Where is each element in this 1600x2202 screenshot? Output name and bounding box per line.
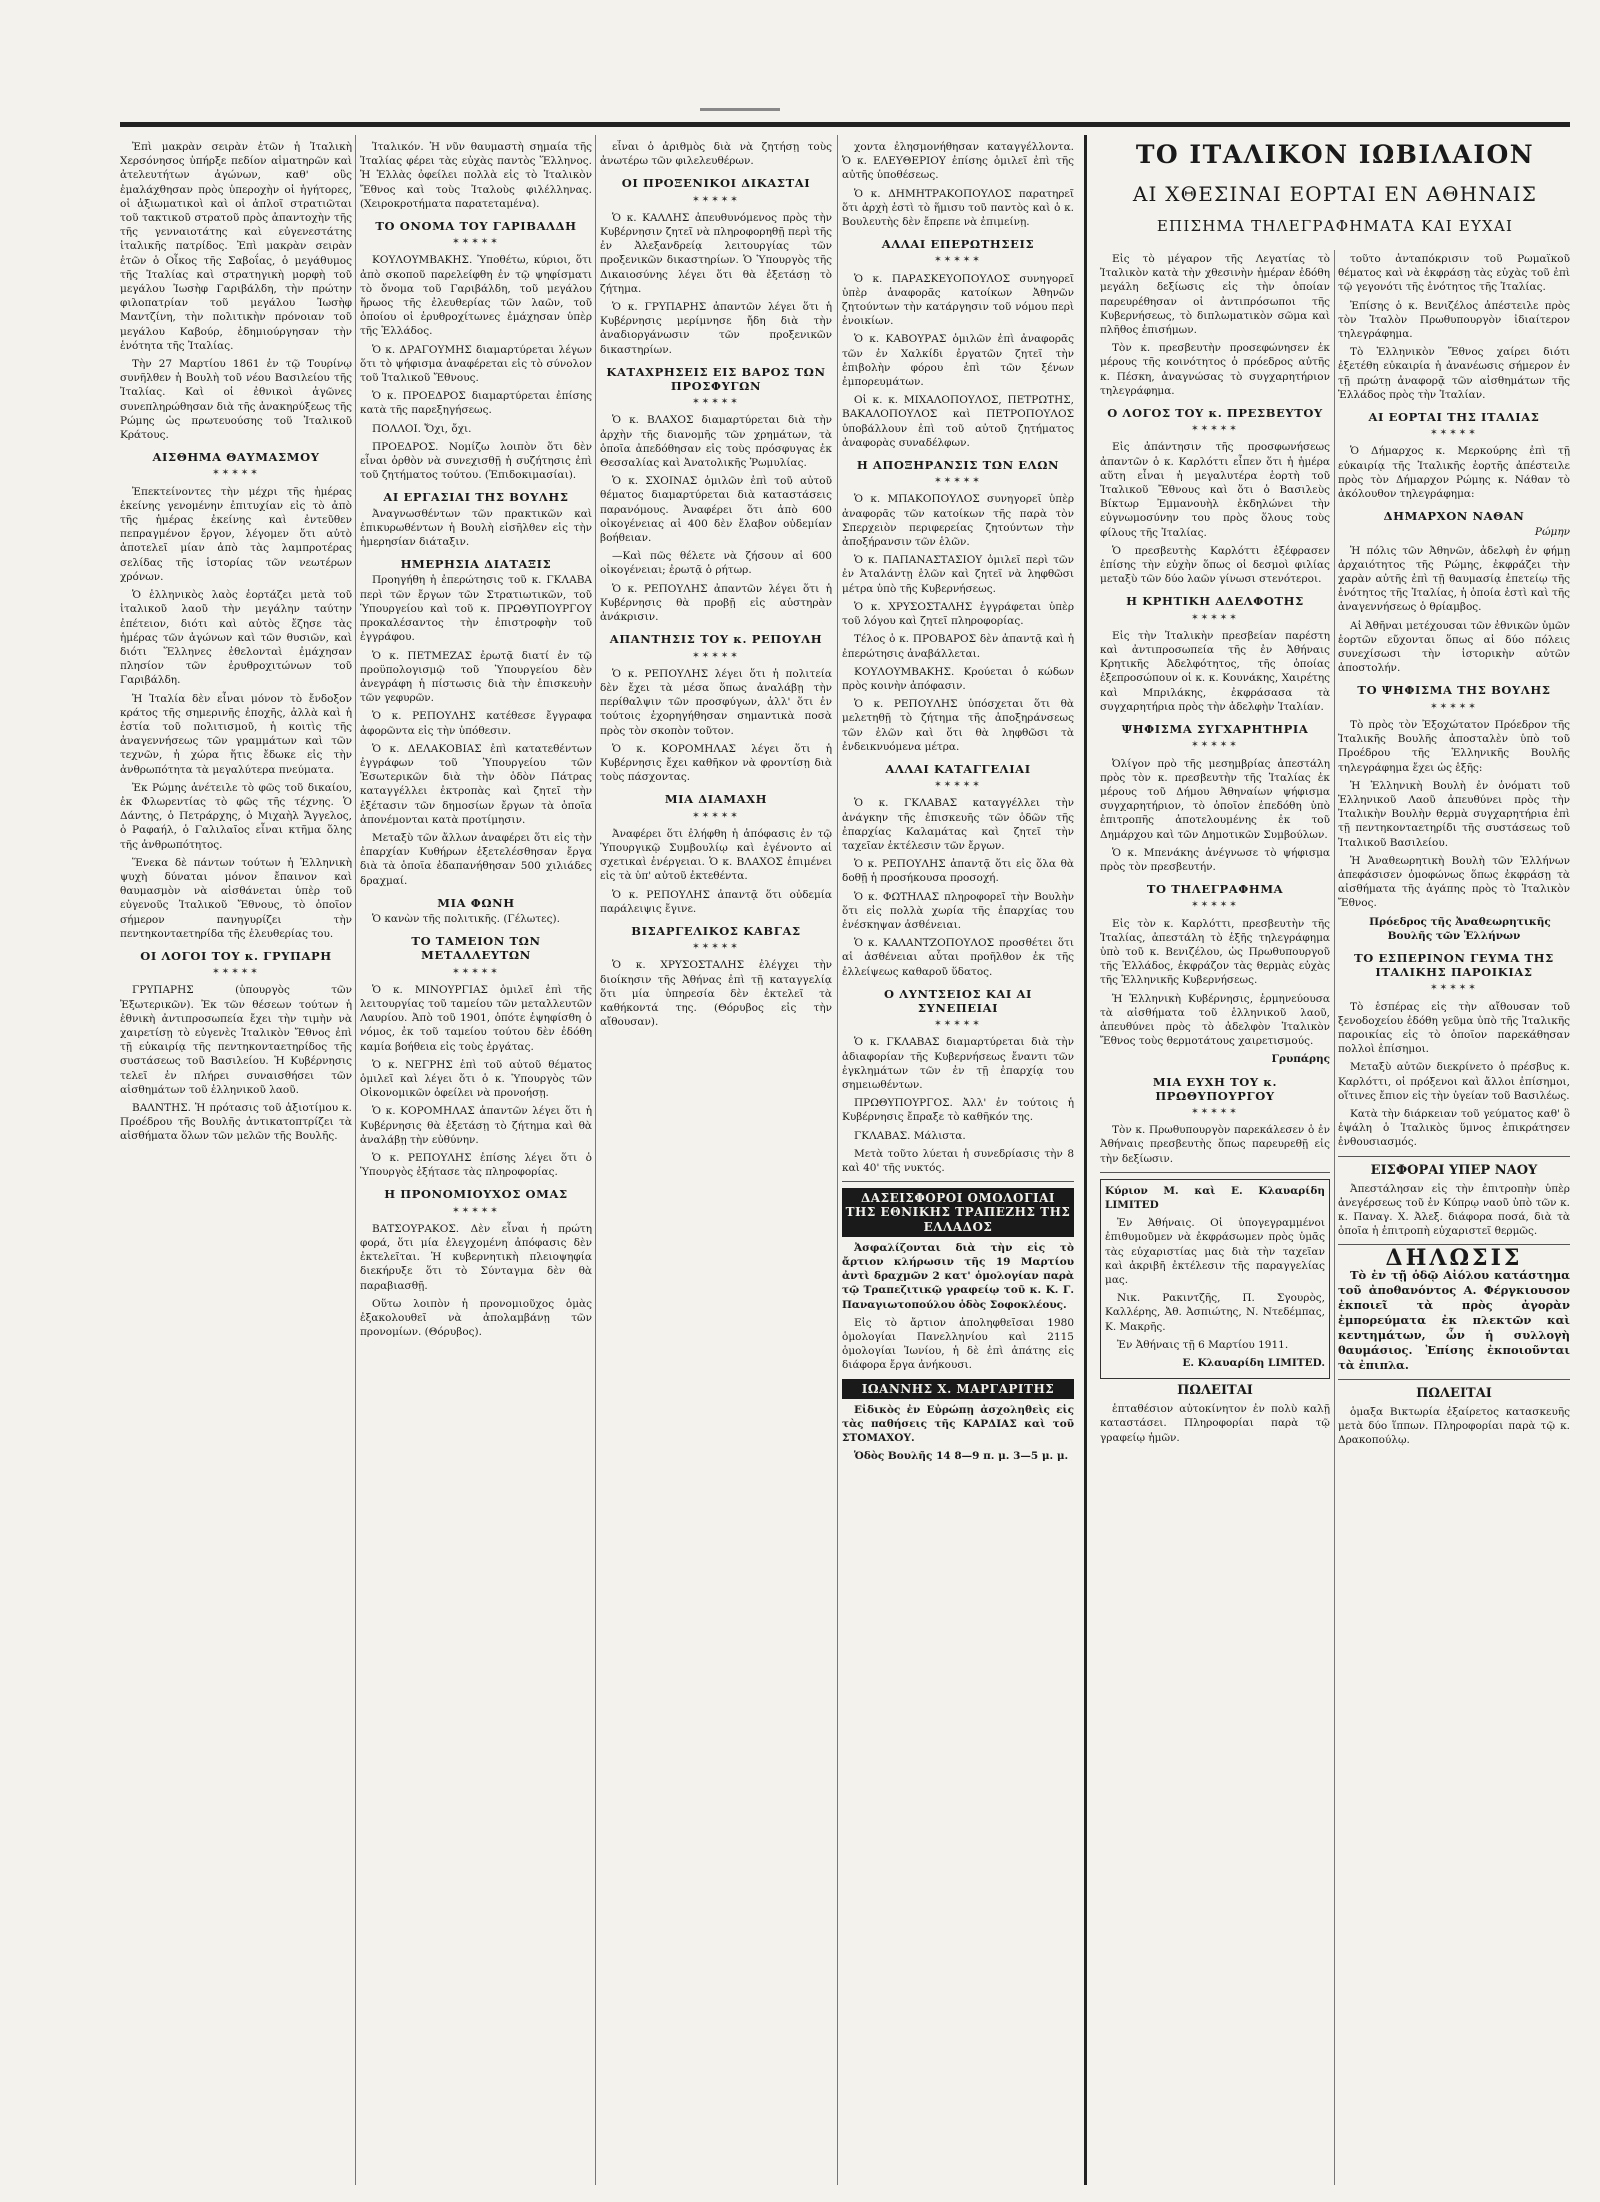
paragraph: τοῦτο ἀνταπόκρισιν τοῦ Ρωμαϊκοῦ θέματος καὶ νὰ ἐκφράσῃ τὰς εὐχὰς τοῦ ἐπὶ τῷ γεγονότι τῆς ἑνότητος τῆς Ἰταλίας.: [1338, 253, 1570, 294]
section-heading: ΜΙΑ ΕΥΧΗ ΤΟΥ κ. ΠΡΩΘΥΠΟΥΡΓΟΥ: [1152, 1074, 1278, 1103]
divider: ✶✶✶✶✶: [934, 780, 982, 791]
section-heading: Η ΚΡΗΤΙΚΗ ΑΔΕΛΦΟΤΗΣ: [1126, 594, 1304, 609]
paragraph: Ἀναγνωσθέντων τῶν πρακτικῶν καὶ ἐπικυρωθέντων ἡ Βουλὴ εἰσῆλθεν εἰς τὴν ἡμερησίαν διάταξιν.: [360, 507, 592, 549]
column-3: [600, 140, 832, 2180]
paragraph: Οἱ κ. κ. ΜΙΧΑΛΟΠΟΥΛΟΣ, ΠΕΤΡΩΤΗΣ, ΒΑΚΑΛΟΠΟΥΛΟΣ καὶ ΠΕΤΡΟΠΟΥΛΟΣ ὑποβάλλουν ἐπὶ τοῦ αὐτοῦ ζητήματος ἀναφορὰς συναδέλφων.: [842, 394, 1074, 449]
divider: [1338, 1156, 1570, 1157]
paragraph: Ἡ πόλις τῶν Ἀθηνῶν, ἀδελφὴ ἐν φήμῃ ἀρχαιότητος τῆς Ρώμης, ἐκφράζει τὴν χαρὰν αὐτῆς ἐπὶ τῇ θαυμασίᾳ ἐπετείῳ τῆς ἑνότητος τῆς Ἰταλίας, ἡ ὁποία ἐστὶ καὶ τῆς ἀναγεννήσεως ὁ θρίαμβος.: [1338, 544, 1570, 614]
signature: Γρυπάρης: [1271, 1053, 1330, 1066]
divider: ✶✶✶✶✶: [452, 966, 500, 977]
ad-title: Κύριον Μ. καὶ Ε. Κλαυαρίδη LIMITED: [1105, 1184, 1325, 1211]
divider: ✶✶✶✶✶: [212, 967, 260, 978]
top-smudge: [700, 108, 780, 111]
divider: ✶✶✶✶✶: [452, 1205, 500, 1216]
paragraph: Ὁ κ. ΡΕΠΟΥΛΗΣ ἀπαντῶν λέγει ὅτι ἡ Κυβέρνησις θὰ προβῇ εἰς αὐστηρὰν ἀνάκρισιν.: [600, 582, 832, 624]
paragraph: Ἡ Ἑλληνικὴ Κυβέρνησις, ἑρμηνεύουσα τὰ αἰσθήματα τοῦ ἑλληνικοῦ λαοῦ, ἀπευθύνει πρὸς τὸ ἀδελφὸν Ἰταλικὸν Ἔθνος τοὺς θερμοτάτους χαιρετισμούς.: [1100, 992, 1330, 1048]
section-heading: ΤΟ ΟΝΟΜΑ ΤΟΥ ΓΑΡΙΒΑΛΔΗ: [375, 219, 577, 234]
section-heading: ΗΜΕΡΗΣΙΑ ΔΙΑΤΑΞΙΣ: [400, 557, 552, 572]
paragraph: Τέλος ὁ κ. ΠΡΟΒΑΡΟΣ δὲν ἀπαντᾷ καὶ ἡ ἐπερώτησις ἀναβάλλεται.: [842, 633, 1074, 660]
column-2: [360, 140, 592, 2180]
ad-text: Ἐν Ἀθήναις. Οἱ ὑπογεγραμμένοι ἐπιθυμοῦμεν νὰ ἐκφράσωμεν πρὸς ὑμᾶς τὰς εὐχαριστίας μας διὰ τὴν ταχεῖαν καὶ ἀκριβῆ ἐκτέλεσιν τῆς παραγγελίας μας.: [1105, 1217, 1325, 1286]
divider: ✶✶✶✶✶: [452, 237, 500, 248]
paragraph: Ὁ κ. ΦΩΤΗΛΑΣ πληροφορεῖ τὴν Βουλὴν ὅτι εἰς πολλὰ χωρία τῆς ἐπαρχίας του ἐνέσκηψαν ἀσθένειαι.: [842, 890, 1074, 931]
paragraph: Εἰς ἀπάντησιν τῆς προσφωνήσεως ἀπαντῶν ὁ κ. Καρλόττι εἶπεν ὅτι ἡ ἡμέρα αὕτη εἶναι ἡ μεγαλυτέρα ἑορτὴ τοῦ Ἰταλικοῦ Ἔθνους καὶ ὅτι ὁ Βασιλεὺς Βίκτωρ Ἐμμανουὴλ ἐκδηλώνει τὴν εὐγνωμοσύνην του πρὸς ὅλους τοὺς φίλους τῆς Ἰταλίας.: [1100, 441, 1330, 539]
column-rule: [355, 135, 356, 2185]
paragraph: Ἐπίσης ὁ κ. Βενιζέλος ἀπέστειλε πρὸς τὸν Ἰταλὸν Πρωθυπουργὸν ἰδιαίτερον τηλεγράφημα.: [1338, 299, 1570, 341]
paragraph: Ὁ κ. ΚΑΒΟΥΡΑΣ ὁμιλῶν ἐπὶ ἀναφορᾶς τῶν ἐν Χαλκίδι ἐργατῶν ζητεῖ τὴν ἐπιβολὴν φόρου ἐπὶ τῶν ξένων ἐμπορευμάτων.: [842, 333, 1074, 389]
divider: ✶✶✶✶✶: [1191, 900, 1239, 911]
section-heading: ΤΟ ΤΗΛΕΓΡΑΦΗΜΑ: [1146, 882, 1284, 897]
paragraph: Ἡ Ἰταλία δὲν εἶναι μόνον τὸ ἔνδοξον κράτος τῆς σημερινῆς ἐποχῆς, ἀλλὰ καὶ ἡ ἐστία τοῦ πολιτισμοῦ, ἡ κοιτὶς τῆς ἀναγεννήσεως τῶν γραμμάτων καὶ τῶν τεχνῶν, ἡ χώρα ἥτις ἔδωκε εἰς τὴν ἀνθρωπότητα τὰ μεγαλύτερα πνεύματα.: [120, 692, 352, 776]
section-heading: Ο ΛΥΝΤΣΕΙΟΣ ΚΑΙ ΑΙ ΣΥΝΕΠΕΙΑΙ: [883, 986, 1033, 1015]
divider: ✶✶✶✶✶: [692, 194, 740, 205]
paragraph: ΠΟΛΛΟΙ. Ὄχι, ὄχι.: [372, 422, 472, 435]
paragraph: Ἐπεκτείνοντες τὴν μέχρι τῆς ἡμέρας ἐκείνης γενομένην ἐπιτυχίαν εἰς τὸ ἀπὸ τῆς ἡμέρας ἐκείνης καὶ ἐντεῦθεν πεπραγμένον ἔργον, λέγομεν ὅτι αὐτὸ ἀποτελεῖ μίαν ἀπὸ τὰς λαμπροτέρας σελίδας τῆς ἱστορίας τῶν νεωτέρων χρόνων.: [120, 485, 352, 583]
paragraph: Ἕνεκα δὲ πάντων τούτων ἡ Ἑλληνικὴ ψυχὴ δύναται μόνον ἔπαινον καὶ θαυμασμὸν νὰ αἰσθάνεται ὑπὲρ τοῦ εὐγενοῦς Ἰταλικοῦ Ἔθνους, τὸ ὁποῖον σήμερον πανηγυρίζει τὴν πεντηκονταετηρίδα τῆς ἐλευθερίας του.: [120, 856, 352, 940]
section-heading: ΜΙΑ ΦΩΝΗ: [437, 895, 515, 910]
section-heading: ΔΗΜΑΡΧΟΝ ΝΑΘΑΝ: [1383, 509, 1525, 524]
paragraph: ΓΡΥΠΑΡΗΣ (ὑπουργὸς τῶν Ἐξωτερικῶν). Ἐκ τῶν θέσεων τούτων ἡ ἐθνικὴ ἀντιπροσωπεία ἔχει τὴν τιμὴν νὰ χαιρετίσῃ τὸ εὐγενὲς Ἰταλικὸν Ἔθνος ἐπὶ τῇ εὐκαιρίᾳ τῆς πεντηκονταετηρίδος τῆς συστάσεως τοῦ Βασιλείου. Ἡ Κυβέρνησις τελεῖ ἐν πλήρει συναισθήσει τῶν αἰσθημάτων τοῦ ἑλληνικοῦ λαοῦ.: [120, 984, 352, 1096]
section-heading: ΚΑΤΑΧΡΗΣΕΙΣ ΕΙΣ ΒΑΡΟΣ ΤΩΝ ΠΡΟΣΦΥΓΩΝ: [606, 364, 826, 394]
section-heading: ΤΟ ΕΣΠΕΡΙΝΟΝ ΓΕΥΜΑ ΤΗΣ ΙΤΑΛΙΚΗΣ ΠΑΡΟΙΚΙΑΣ: [1354, 950, 1554, 980]
paragraph: Μεταξὺ τῶν ἄλλων ἀναφέρει ὅτι εἰς τὴν ἐπαρχίαν Κυθήρων ἐξετελέσθησαν ἔργα διὰ τὰ ὁποῖα ἐδαπανήθησαν 500 χιλιάδες δραχμαί.: [360, 831, 592, 887]
paragraph: Εἰς τὴν Ἰταλικὴν πρεσβείαν παρέστη καὶ ἀντιπροσωπεία τῆς ἐν Ἀθήναις Κρητικῆς Ἀδελφότητος, τῆς ὁποίας ἐξεπροσώπουν οἱ κ. κ. Κουνάκης, Χαιρέτης καὶ Μπριλάκης, ἐκφράσασα τὰ συγχαρητήρια πρὸς τὴν ἀδελφὴν Ἰταλίαν.: [1100, 629, 1330, 713]
sub-headline: ΑΙ ΧΘΕΣΙΝΑΙ ΕΟΡΤΑΙ ΕΝ ΑΘΗΝΑΙΣ: [1132, 182, 1538, 206]
ad-text: ἑπταθέσιον αὐτοκίνητον ἐν πολὺ καλῇ καταστάσει. Πληροφορίαι παρὰ τῷ γραφείῳ ἡμῶν.: [1100, 1403, 1330, 1444]
notice-text: Τὸ ἐν τῇ ὁδῷ Αἰόλου κατάστημα τοῦ ἀποθανόντος Α. Φέργκιουσον ἐκποιεῖ τὰ πρὸς ἀγορὰν ἐμπορεύματα ἐκ πλεκτῶν καὶ κεντημάτων, ὧν ἡ συλλογὴ θαυμάσιος. Ἐπίσης ἐκποιοῦνται τὰ ἐπιπλα.: [1338, 1267, 1570, 1372]
ad-text: Ἀσφαλίζονται διὰ τὴν εἰς τὸ ἄρτιον κλήρωσιν τῆς 19 Μαρτίου ἀντὶ δραχμῶν 2 κατ' ὁμολογίαν παρὰ τῷ Τραπεζιτικῷ γραφείῳ τοῦ κ. Κ. Γ. Παναγιωτοπούλου ὁδὸς Σοφοκλέους.: [842, 1241, 1074, 1311]
divider: ✶✶✶✶✶: [934, 1019, 982, 1030]
ad-title: ΔΑΣΕΙΣΦΟΡΟΙ ΟΜΟΛΟΓΙΑΙ ΤΗΣ ΕΘΝΙΚΗΣ ΤΡΑΠΕΖΗΣ ΤΗΣ ΕΛΛΑΔΟΣ: [842, 1188, 1074, 1237]
paragraph: Ὁ κ. ΝΕΓΡΗΣ ἐπὶ τοῦ αὐτοῦ θέματος ὁμιλεῖ καὶ λέγει ὅτι ὁ κ. Ὑπουργὸς τῶν Οἰκονομικῶν ὀφείλει νὰ προνοήσῃ.: [360, 1058, 592, 1100]
paragraph: Ὁ κ. ΡΕΠΟΥΛΗΣ ἐπίσης λέγει ὅτι ὁ Ὑπουργὸς ἐξήτασε τὰς πληροφορίας.: [360, 1152, 592, 1179]
paragraph: Ἰταλικόν. Ἡ νῦν θαυμαστὴ σημαία τῆς Ἰταλίας φέρει τὰς εὐχὰς παντὸς Ἕλληνος. Ἡ Ἑλλὰς ὀφείλει πολλὰ εἰς τὸ Ἰταλικὸν Ἔθνος καὶ τοὺς Ἰταλοὺς φιλέλληνας. (Χειροκροτήματα παρατεταμένα).: [360, 141, 592, 210]
paragraph: Ὁ κ. ΡΕΠΟΥΛΗΣ ἀπαντᾷ ὅτι οὐδεμία παράλειψις ἔγινε.: [600, 888, 832, 915]
section-heading: ΑΛΛΑΙ ΕΠΕΡΩΤΗΣΕΙΣ: [881, 237, 1035, 252]
sub-sub-headline: ΕΠΙΣΗΜΑ ΤΗΛΕΓΡΑΦΗΜΑΤΑ ΚΑΙ ΕΥΧΑΙ: [1156, 217, 1514, 235]
paragraph: Ὁ Δήμαρχος κ. Μερκούρης ἐπὶ τῇ εὐκαιρίᾳ τῆς Ἰταλικῆς ἑορτῆς ἀπέστειλε πρὸς τὸν Δήμαρχον Ρώμης κ. Νάθαν τὸ ἀκόλουθον τηλεγράφημα:: [1338, 445, 1570, 501]
ad-title: ΕΙΣΦΟΡΑΙ ΥΠΕΡ ΝΑΟΥ: [1370, 1162, 1538, 1178]
section-heading: ΒΙΣΑΡΓΕΛΙΚΟΣ ΚΑΒΓΑΣ: [631, 923, 801, 938]
paragraph: Ὁ κ. ΚΑΛΛΗΣ ἀπευθυνόμενος πρὸς τὴν Κυβέρνησιν ζητεῖ νὰ πληροφορηθῇ περὶ τῆς ἐν Ἀλεξανδρείᾳ λειτουργίας τῶν προξενικῶν δικαστηρίων. Ὁ Ὑπουργὸς τῆς Δικαιοσύνης λέγει ὅτι θὰ ἐξετάσῃ τὸ ζήτημα.: [600, 211, 832, 295]
divider: ✶✶✶✶✶: [1430, 701, 1478, 712]
paragraph: Ὁ κανὼν τῆς πολιτικῆς. (Γέλωτες).: [372, 912, 560, 925]
paragraph: Ὁ κ. ΓΚΛΑΒΑΣ καταγγέλλει τὴν ἀνάγκην τῆς ἐπισκευῆς τῶν ὁδῶν τῆς ἐπαρχίας Καλαμάτας καὶ ζητεῖ τὴν ταχεῖαν ἐκτέλεσιν τῶν ἔργων.: [842, 797, 1074, 852]
paragraph: Ὁ πρεσβευτὴς Καρλόττι ἐξέφρασεν ἐπίσης τὴν εὐχὴν ὅπως οἱ δεσμοὶ φιλίας μεταξὺ τῶν δύο λαῶν γίνωσι στενότεροι.: [1100, 544, 1330, 586]
paragraph: Ὁ κ. ΠΑΡΑΣΚΕΥΟΠΟΥΛΟΣ συνηγορεῖ ὑπὲρ ἀναφορᾶς κατοίκων Ἀθηνῶν ζητούντων τὴν κατάργησιν τοῦ νόμου περὶ ἐνοικίων.: [842, 272, 1074, 328]
section-heading: ΨΗΦΙΣΜΑ ΣΥΓΧΑΡΗΤΗΡΙΑ: [1121, 722, 1309, 737]
section-heading: ΑΙ ΕΡΓΑΣΙΑΙ ΤΗΣ ΒΟΥΛΗΣ: [383, 490, 569, 505]
top-rule: [120, 122, 1570, 127]
paragraph: Ὁ κ. Μπενάκης ἀνέγνωσε τὸ ψήφισμα πρὸς τὸν πρεσβευτήν.: [1100, 846, 1330, 873]
divider: [1100, 1172, 1330, 1173]
paragraph: χοντα ἐλησμονήθησαν καταγγέλλοντα. Ὁ κ. ΕΛΕΥΘΕΡΙΟΥ ἐπίσης ὁμιλεῖ ἐπὶ τῆς αὐτῆς ὑποθέσεως.: [842, 141, 1074, 182]
paragraph: Ὁ κ. ΡΕΠΟΥΛΗΣ κατέθεσε ἔγγραφα ἀφορῶντα εἰς τὴν ὑπόθεσιν.: [360, 710, 592, 737]
paragraph: Ὁ κ. ΧΡΥΣΟΣΤΑΛΗΣ ἐγγράφεται ὑπὲρ τοῦ λόγου καὶ ζητεῖ πληροφορίας.: [842, 600, 1074, 628]
paragraph: Τὸν κ. Πρωθυπουργὸν παρεκάλεσεν ὁ ἐν Ἀθήναις πρεσβευτὴς ὅπως παρευρεθῇ εἰς τὴν δεξίωσιν.: [1100, 1124, 1330, 1165]
signature: Πρόεδρος τῆς Ἀναθεωρητικῆς Βουλῆς τῶν Ἑλλήνων: [1369, 915, 1551, 942]
section-heading: Ο ΛΟΓΟΣ ΤΟΥ κ. ΠΡΕΣΒΕΥΤΟΥ: [1107, 406, 1323, 421]
ad-address: Ὁδὸς Βουλῆς 14 8—9 π. μ. 3—5 μ. μ.: [854, 1450, 1069, 1463]
paragraph: Ἡ Ἀναθεωρητικὴ Βουλὴ τῶν Ἑλλήνων ἀπεφάσισεν ὁμοφώνως ὅπως ἐκφράσῃ τὰ αἰσθήματα τῆς ἀγάπης πρὸς τὸ Ἰταλικὸν Ἔθνος.: [1338, 854, 1570, 910]
paragraph: Τὸ πρὸς τὸν Ἐξοχώτατον Πρόεδρον τῆς Ἰταλικῆς Βουλῆς ἀποσταλὲν ὑπὸ τοῦ Προέδρου τῆς Ἑλληνικῆς Βουλῆς τηλεγράφημα ἔχει ὡς ἑξῆς:: [1338, 718, 1570, 774]
place-name: Ρώμην: [1534, 526, 1570, 539]
paragraph: Ὁ κ. ΒΛΑΧΟΣ διαμαρτύρεται διὰ τὴν ἀρχὴν τῆς διανομῆς τῶν χρημάτων, τὰ ὁποῖα ἀπεδόθησαν εἰς τοὺς πρόσφυγας ἐκ Θεσσαλίας καὶ Ἀνατολικῆς Ῥωμυλίας.: [600, 414, 832, 470]
paragraph: ΓΚΛΑΒΑΣ. Μάλιστα.: [854, 1129, 966, 1142]
paragraph: Ὁ κ. ΣΧΟΙΝΑΣ ὁμιλῶν ἐπὶ τοῦ αὐτοῦ θέματος διαμαρτύρεται διὰ καταστάσεις παρανόμους. Ἀναφέρει ὅτι ἀπὸ 600 οἰκογένειας αἱ 400 δὲν ἔλαβον οὐδεμίαν βοήθειαν.: [600, 475, 832, 545]
section-heading: ΤΟ ΤΑΜΕΙΟΝ ΤΩΝ ΜΕΤΑΛΛΕΥΤΩΝ: [411, 934, 541, 963]
divider: ✶✶✶✶✶: [1191, 424, 1239, 435]
divider: ✶✶✶✶✶: [212, 468, 260, 479]
column-rule: [595, 135, 596, 2185]
paragraph: Ὁ κ. ΜΙΝΟΥΡΓΙΑΣ ὁμιλεῖ ἐπὶ τῆς λειτουργίας τοῦ ταμείου τῶν μεταλλευτῶν Λαυρίου. Ἀπὸ τοῦ 1901, ὁπότε ἐψηφίσθη ὁ νόμος, ἐκ τοῦ ταμείου τούτου δὲν ἐδόθη καμία βοήθεια εἰς τοὺς ἐργάτας.: [360, 983, 592, 1053]
paragraph: Ὁ κ. ΔΗΜΗΤΡΑΚΟΠΟΥΛΟΣ παρατηρεῖ ὅτι ἀρχὴ ἐστὶ τὸ ἥμισυ τοῦ παντὸς καὶ ὁ κ. Βουλευτὴς δὲν ἔπρεπε νὰ ἐπιμείνῃ.: [842, 187, 1074, 229]
paragraph: Εἰς τὸν κ. Καρλόττι, πρεσβευτὴν τῆς Ἰταλίας, ἀπεστάλη τὸ ἑξῆς τηλεγράφημα ὑπὸ τοῦ κ. Βενιζέλου, ὡς Πρωθυπουργοῦ τῆς Ἑλλάδος, ἐκφράζον τὰς θερμὰς εὐχὰς τῆς Ἑλληνικῆς Κυβερνήσεως.: [1100, 917, 1330, 987]
notice-title: ΔΗΛΩΣΙΣ: [1385, 1245, 1523, 1272]
paragraph: Μεταξὺ αὐτῶν διεκρίνετο ὁ πρέσβυς κ. Καρλόττι, οἱ πρόξενοι καὶ ἄλλοι ἐπίσημοι, οἵτινες ἔπιον εἰς τὴν ὑγείαν τοῦ Βασιλέως.: [1338, 1061, 1570, 1102]
paragraph: Ἐπὶ μακρὰν σειρὰν ἐτῶν ἡ Ἰταλικὴ Χερσόνησος ὑπήρξε πεδίον αἱματηρῶν καὶ ἀτελευτήτων ἀγώνων, καθ' οὓς ἐμαλάχθησαν πρὸς ὑπεροχὴν οἱ ἡγήτορες, οἱ ἀξιωματικοὶ καὶ οἱ ἁπλοῖ στρατιῶται τοῦ τακτικοῦ στρατοῦ πρὸς ἀπαντοχὴν τῆς τῆς γενναιοτάτης καὶ εὐγενεστάτης ἰταλικῆς πατρίδος. Ἐπὶ μακρὰν σειρὰν ἐτῶν ὁ Οἶκος τῆς Σαβοΐας, ὁ μεγάθυμος τῆς Ἰταλίας καὶ στρατηγικὴ μορφὴ τοῦ μεγάλου Ἰωσὴφ Γαριβάλδη, τὴν πρώτην φιλοπατρίαν τοῦ μεγάλου Ἰωσὴφ Μαντζίνη, τὴν πολιτικὴν πρόνοιαν τοῦ μεγάλου Καβούρ, ἐδημιούργησαν τὴν ἑνότητα τῆς Ἰταλίας.: [120, 141, 352, 352]
section-heading: ΑΠΑΝΤΗΣΙΣ ΤΟΥ κ. ΡΕΠΟΥΛΗ: [609, 632, 823, 647]
section-heading: Η ΠΡΟΝΟΜΙΟΥΧΟΣ ΟΜΑΣ: [384, 1187, 568, 1202]
section-heading: ΤΟ ΨΗΦΙΣΜΑ ΤΗΣ ΒΟΥΛΗΣ: [1357, 683, 1551, 698]
column-5: [1100, 252, 1330, 2180]
section-heading: ΑΛΛΑΙ ΚΑΤΑΓΓΕΛΙΑΙ: [885, 761, 1031, 776]
column-rule: [837, 135, 838, 2185]
paragraph: Ὁ κ. ΜΠΑΚΟΠΟΥΛΟΣ συνηγορεῖ ὑπὲρ ἀναφορᾶς τῶν κατοίκων τῆς παρὰ τὸν Σπερχειὸν περιφερείας ζητούντων τὴν ἀποξήρανσιν τῶν ἑλῶν.: [842, 493, 1074, 549]
paragraph: Κατὰ τὴν διάρκειαν τοῦ γεύματος καθ' ὃ ἐψάλη ὁ Ἰταλικὸς ὕμνος ἐπικράτησεν ἐνθουσιασμός.: [1338, 1107, 1570, 1149]
column-4: [842, 140, 1074, 2180]
divider: [1338, 1379, 1570, 1380]
paragraph: Ὁ κ. ΚΟΡΟΜΗΛΑΣ ἀπαντῶν λέγει ὅτι ἡ Κυβέρνησις θὰ ἐξετάσῃ τὸ ζήτημα καὶ θὰ ἀναλάβῃ τὴν εὐθύνην.: [360, 1105, 592, 1146]
section-heading: ΑΙΣΘΗΜΑ ΘΑΥΜΑΣΜΟΥ: [152, 450, 320, 465]
divider: ✶✶✶✶✶: [1191, 1106, 1239, 1117]
paragraph: ΠΡΩΘΥΠΟΥΡΓΟΣ. Ἀλλ' ἐν τούτοις ἡ Κυβέρνησις ἔπραξε τὸ καθῆκόν της.: [842, 1097, 1074, 1124]
paragraph: Μετὰ τοῦτο λύεται ἡ συνεδρίασις τὴν 8 καὶ 40' τῆς νυκτός.: [842, 1147, 1074, 1174]
paragraph: ΒΑΤΣΟΥΡΑΚΟΣ. Δὲν εἶναι ἡ πρώτη φορά, ὅτι μία ἐλεγχομένη ἀπόφασις δὲν ἐκτελεῖται. Ἡ κυβερνητικὴ πλειοψηφία διεκήρυξε ὅτι τὸ Σύνταγμα δὲν θὰ παραβιασθῇ.: [360, 1222, 592, 1292]
ad-title: ΙΩΑΝΝΗΣ Χ. ΜΑΡΓΑΡΙΤΗΣ: [842, 1379, 1074, 1399]
paragraph: Ὁ κ. ΡΕΠΟΥΛΗΣ ὑπόσχεται ὅτι θὰ μελετηθῇ τὸ ζήτημα τῆς ἀποξηράνσεως τῶν ἑλῶν καὶ ὅτι θὰ ληφθῶσι τὰ ἐνδεικνυόμενα μέτρα.: [842, 698, 1074, 753]
ad-names: Νικ. Ρακιντζῆς, Π. Σγουρὸς, Καλλέρης, Ἀθ. Ἀσπιώτης, Ν. Ντεδέμπας, Κ. Μακρῆς.: [1105, 1292, 1325, 1333]
divider: ✶✶✶✶✶: [934, 255, 982, 266]
section-heading: ΟΙ ΛΟΓΟΙ ΤΟΥ κ. ΓΡΥΠΑΡΗ: [140, 948, 332, 963]
paragraph: Οὕτω λοιπὸν ἡ προνομιοῦχος ὁμὰς ἐξακολουθεῖ νὰ ἀπολαμβάνῃ τῶν προνομίων. (Θόρυβος).: [360, 1297, 592, 1339]
paragraph: Ὁ κ. ΠΡΟΕΔΡΟΣ διαμαρτύρεται ἐπίσης κατὰ τῆς παρεξηγήσεως.: [360, 390, 592, 417]
paragraph: Ὁ κ. ΧΡΥΣΟΣΤΑΛΗΣ ἐλέγχει τὴν διοίκησιν τῆς Ἀθήνας ἐπὶ τῇ καταγγελίᾳ ὅτι μία ὑπηρεσία δὲν ἐκτελεῖ τὰ καθήκοντά της. (Θόρυβος εἰς τὴν αἴθουσαν).: [600, 959, 832, 1029]
paragraph: Ὁ κ. ΔΕΛΑΚΟΒΙΑΣ ἐπὶ κατατεθέντων ἐγγράφων τοῦ Ὑπουργείου τῶν Ἐσωτερικῶν διὰ τὴν ὁδὸν Πάτρας καταγγέλλει ἐκτροπὰς καὶ ζητεῖ τὴν ἐξέτασιν τῶν δημοσίων ἔργων τὰ ὁποῖα ἀπονέμονται κατὰ προτίμησιν.: [360, 742, 592, 826]
ad-title: ΠΩΛΕΙΤΑΙ: [1416, 1385, 1492, 1401]
ad-title: ΠΩΛΕΙΤΑΙ: [1177, 1383, 1253, 1399]
column-6: [1338, 252, 1570, 2180]
paragraph: Ὁ κ. ΓΚΛΑΒΑΣ διαμαρτύρεται διὰ τὴν ἀδιαφορίαν τῆς Κυβερνήσεως ἔναντι τῶν ἐγκλημάτων τῶν ἐν τῇ ἐπαρχίᾳ του σημειωθέντων.: [842, 1036, 1074, 1091]
main-headline: ΤΟ ΙΤΑΛΙΚΟΝ ΙΩΒΙΛΑΙΟΝ: [1135, 140, 1535, 169]
ad-firm: Ε. Κλαυαρίδη LIMITED.: [1182, 1357, 1325, 1370]
divider: [842, 1181, 1074, 1182]
ad-place: Ἐν Ἀθήναις τῇ 6 Μαρτίου 1911.: [1117, 1338, 1289, 1351]
divider: ✶✶✶✶✶: [1191, 740, 1239, 751]
paragraph: Ὁ κ. ΠΑΠΑΝΑΣΤΑΣΙΟΥ ὁμιλεῖ περὶ τῶν ἐν Ἀταλάντῃ ἑλῶν καὶ ζητεῖ νὰ ληφθῶσι μέτρα ὑπὸ τῆς Κυβερνήσεως.: [842, 554, 1074, 595]
column-rule: [1334, 250, 1335, 2185]
column-1: [120, 140, 352, 2180]
paragraph: Ὁ κ. ΡΕΠΟΥΛΗΣ ἀπαντᾷ ὅτι εἰς ὅλα θὰ δοθῇ ἡ προσήκουσα προσοχή.: [842, 858, 1074, 885]
paragraph: Τὴν 27 Μαρτίου 1861 ἐν τῷ Τουρίνῳ συνῆλθεν ἡ Βουλὴ τοῦ νέου Βασιλείου τῆς Ἰταλίας. Καὶ οἱ ἐθνικοὶ ἀγῶνες συνεπληρώθησαν διὰ τῆς ἀνακηρύξεως τῆς Ρώμης ὡς πρωτευούσης τοῦ Ἰταλικοῦ Κράτους.: [120, 358, 352, 442]
section-heading: ΟΙ ΠΡΟΞΕΝΙΚΟΙ ΔΙΚΑΣΤΑΙ: [621, 176, 811, 191]
paragraph: Εἰς τὸ μέγαρον τῆς Λεγατίας τὸ Ἰταλικὸν κατὰ τὴν χθεσινὴν ἡμέραν ἐδόθη μεγάλη δεξίωσις εἰς τὴν ὁποίαν παρευρέθησαν οἱ ἀντιπρόσωποι τῆς Κυβερνήσεως, τὸ διπλωματικὸν σῶμα καὶ πλῆθος ἐπισήμων.: [1100, 253, 1330, 337]
paragraph: Ὁ κ. ΔΡΑΓΟΥΜΗΣ διαμαρτύρεται λέγων ὅτι τὸ ψήφισμα ἀναφέρεται εἰς τὸ σύνολον τοῦ Ἰταλικοῦ Ἔθνους.: [360, 343, 592, 385]
section-rule: [1084, 135, 1087, 2185]
ad-text: Εἰδικὸς ἐν Εὐρώπῃ ἀσχοληθεὶς εἰς τὰς παθήσεις τῆς ΚΑΡΔΙΑΣ καὶ τοῦ ΣΤΟΜΑΧΟΥ.: [842, 1403, 1074, 1445]
ad-text: Ἀπεστάλησαν εἰς τὴν ἐπιτροπὴν ὑπὲρ ἀνεγέρσεως τοῦ ἐν Κύπρῳ ναοῦ ὑπὸ τῶν κ. κ. Παναγ. Χ. Ἀλεξ. διάφορα ποσά, διὰ τὰ ὁποῖα ἡ ἐπιτροπὴ εὐχαριστεῖ θερμῶς.: [1338, 1182, 1570, 1238]
paragraph: Ἐκ Ρώμης ἀνέτειλε τὸ φῶς τοῦ δικαίου, ἐκ Φλωρεντίας τὸ φῶς τῆς τέχνης. Ὁ Δάντης, ὁ Πετράρχης, ὁ Μιχαὴλ Ἄγγελος, ὁ Ραφαήλ, ὁ Γαλιλαῖος εἶναι κτῆμα ὅλης τῆς ἀνθρωπότητος.: [120, 781, 352, 851]
paragraph: Τὸ ἑσπέρας εἰς τὴν αἴθουσαν τοῦ ξενοδοχείου ἐδόθη γεῦμα ὑπὸ τῆς Ἰταλικῆς παροικίας εἰς τὸ ὁποῖον παρεκάθησαν πολλοὶ ἐπίσημοι.: [1338, 1000, 1570, 1056]
section-heading: ΑΙ ΕΟΡΤΑΙ ΤΗΣ ΙΤΑΛΙΑΣ: [1368, 410, 1540, 425]
paragraph: εἶναι ὁ ἀριθμὸς διὰ νὰ ζητήσῃ τοὺς ἀνωτέρω τῶν φιλελευθέρων.: [600, 141, 832, 168]
divider: ✶✶✶✶✶: [692, 397, 740, 408]
paragraph: Ἀναφέρει ὅτι ἐλήφθη ἡ ἀπόφασις ἐν τῷ Ὑπουργικῷ Συμβουλίῳ καὶ ἐγένοντο αἱ σχετικαὶ ἐνέργειαι. Ὁ κ. ΒΛΑΧΟΣ ἐπιμένει εἰς τὰ ὑπ' αὐτοῦ ἐκτεθέντα.: [600, 827, 832, 883]
section-heading: Η ΑΠΟΞΗΡΑΝΣΙΣ ΤΩΝ ΕΛΩΝ: [856, 458, 1060, 473]
paragraph: Προηγήθη ἡ ἐπερώτησις τοῦ κ. ΓΚΛΑΒΑ περὶ τῶν ἔργων τῶν Στρατιωτικῶν, τοῦ Ὑπουργείου καὶ τοῦ κ. ΠΡΩΘΥΠΟΥΡΓΟΥ προκαλέσαντος τὴν ἐπιστροφὴν τοῦ ἐγγράφου.: [360, 574, 592, 644]
paragraph: —Καὶ πῶς θέλετε νὰ ζήσουν αἱ 600 οἰκογένειαι; ἐρωτᾷ ὁ ρήτωρ.: [600, 550, 832, 577]
ad-text: ὁμαξα Βικτωρία ἐξαίρετος κατασκευῆς μετὰ δύο ἵππων. Πληροφορίαι παρὰ τῷ κ. Δρακοπούλῳ.: [1338, 1405, 1570, 1446]
divider: ✶✶✶✶✶: [692, 942, 740, 953]
paragraph: ΠΡΟΕΔΡΟΣ. Νομίζω λοιπὸν ὅτι δὲν εἶναι ὀρθὸν νὰ συνεχισθῇ ἡ συζήτησις ἐπὶ τοῦ ζητήματος τούτου. (Ἐπιδοκιμασίαι).: [360, 440, 592, 482]
paragraph: Τὸν κ. πρεσβευτὴν προσεφώνησεν ἐκ μέρους τῆς κοινότητος ὁ πρόεδρος αὐτῆς κ. Πέσκη, ἀναγνώσας τὸ συγχαρητήριον τηλεγράφημα.: [1100, 342, 1330, 397]
divider: ✶✶✶✶✶: [1430, 983, 1478, 994]
paragraph: ΚΟΥΛΟΥΜΒΑΚΗΣ. Κρούεται ὁ κώδων πρὸς κοινὴν ἀπόφασιν.: [842, 665, 1074, 692]
ad-box: [1100, 1179, 1330, 1379]
divider: ✶✶✶✶✶: [1430, 428, 1478, 439]
ad-text: Εἰς τὸ ἄρτιον ἀποληφθεῖσαι 1980 ὁμολογίαι Πανελληνίου καὶ 2115 ὁμολογίαι Ἰωνίου, ἡ δὲ ἐπὶ ἀπάτης εἰς διάφορα ἔργα ἀνήκουσι.: [842, 1316, 1074, 1372]
section-heading: ΜΙΑ ΔΙΑΜΑΧΗ: [664, 792, 768, 807]
divider: ✶✶✶✶✶: [692, 810, 740, 821]
paragraph: ΒΑΛΝΤΗΣ. Ἡ πρότασις τοῦ ἀξιοτίμου κ. Προέδρου τῆς Βουλῆς ἀντικατοπτρίζει τὰ αἰσθήματα ὅλων τῶν μελῶν τῆς Βουλῆς.: [120, 1102, 352, 1143]
paragraph: Ὁ κ. ΓΡΥΠΑΡΗΣ ἀπαντῶν λέγει ὅτι ἡ Κυβέρνησις μερίμνησε ἤδη διὰ τὴν ἀναδιοργάνωσιν τῶν προξενικῶν δικαστηρίων.: [600, 301, 832, 356]
paragraph: Τὸ Ἑλληνικὸν Ἔθνος χαίρει διότι ἐξετέθη εὐκαιρία ἡ ἀνανέωσις σήμερον ἐν τῇ πρώτῃ ἀναφορᾷ τῶν αἰσθημάτων τῆς Ἑλλάδος πρὸς τὴν Ἰταλίαν.: [1338, 346, 1570, 401]
paragraph: Ὁ κ. ΡΕΠΟΥΛΗΣ λέγει ὅτι ἡ πολιτεία δὲν ἔχει τὰ μέσα ὅπως ἀναλάβῃ τὴν περίθαλψιν τῶν προσφύγων, ἀλλ' ὅτι ἐν τούτοις ἐχορηγήθησαν σημαντικὰ ποσὰ πρὸς τὸν σκοπὸν τοῦτον.: [600, 667, 832, 737]
paragraph: Ὀλίγον πρὸ τῆς μεσημβρίας ἀπεστάλη πρὸς τὸν κ. πρεσβευτὴν τῆς Ἰταλίας ἐκ μέρους τοῦ Δήμου Ἀθηναίων ψήφισμα συγχαρητήριον, τὸ ὁποῖον ἐπεδόθη ὑπὸ ἐπιτροπῆς ἀποτελουμένης ἐκ τοῦ Δημάρχου καὶ τῶν Δημοτικῶν Συμβούλων.: [1100, 757, 1330, 841]
divider: ✶✶✶✶✶: [934, 476, 982, 487]
paragraph: ΚΟΥΛΟΥΜΒΑΚΗΣ. Ὑποθέτω, κύριοι, ὅτι ἀπὸ σκοποῦ παρελείφθη ἐν τῷ ψηφίσματι τὸ ὄνομα τοῦ Γαριβάλδη, τοῦ μεγάλου ἥρωος τῆς ἐλευθερίας τῶν λαῶν, τοῦ ὁποίου οἱ ἐρυθροχίτωνες ἐμάχησαν ὑπὲρ τῆς Ἑλλάδος.: [360, 254, 592, 338]
paragraph: Ὁ κ. ΠΕΤΜΕΖΑΣ ἐρωτᾷ διατί ἐν τῷ προϋπολογισμῷ τοῦ Ὑπουργείου δὲν ἀνεγράφη ἡ πίστωσις διὰ τὴν ἐπισκευὴν τῶν γεφυρῶν.: [360, 649, 592, 705]
paragraph: Ὁ κ. ΚΑΛΑΝΤΖΟΠΟΥΛΟΣ προσθέτει ὅτι αἱ ἀσθένειαι αὗται προῆλθον ἐκ τῆς ἐλλείψεως καθαροῦ ὕδατος.: [842, 937, 1074, 978]
paragraph: Ὁ κ. ΚΟΡΟΜΗΛΑΣ λέγει ὅτι ἡ Κυβέρνησις ἔχει καθῆκον νὰ φροντίσῃ διὰ τοὺς πάσχοντας.: [600, 742, 832, 784]
paragraph: Αἱ Ἀθῆναι μετέχουσαι τῶν ἐθνικῶν ὑμῶν ἑορτῶν εὔχονται ὅπως αἱ δύο πόλεις συνεχίσωσι τὴν ἱστορικὴν αὐτῶν ἀποστολήν.: [1338, 619, 1570, 675]
divider: ✶✶✶✶✶: [692, 650, 740, 661]
divider: ✶✶✶✶✶: [1191, 612, 1239, 623]
paragraph: Ὁ ἑλληνικὸς λαὸς ἐορτάζει μετὰ τοῦ ἰταλικοῦ λαοῦ τὴν μεγάλην ταύτην ἐπέτειον, διότι καὶ αὐτὸς ἔζησε τὰς ἡμέρας τῶν ἀγώνων καὶ τῶν θυσιῶν, καὶ διότι Ἕλληνες ἐθελονταὶ ἐμάχησαν πλησίον τῶν ἐρυθροχιτώνων τοῦ Γαριβάλδη.: [120, 589, 352, 687]
paragraph: Ἡ Ἑλληνικὴ Βουλὴ ἐν ὀνόματι τοῦ Ἑλληνικοῦ Λαοῦ ἀπευθύνει πρὸς τὴν Ἰταλικὴν Βουλὴν θερμὰ συγχαρητήρια ἐπὶ τῇ πεντηκονταετηρίδι τῆς συστάσεως τοῦ Ἰταλικοῦ Βασιλείου.: [1338, 779, 1570, 849]
